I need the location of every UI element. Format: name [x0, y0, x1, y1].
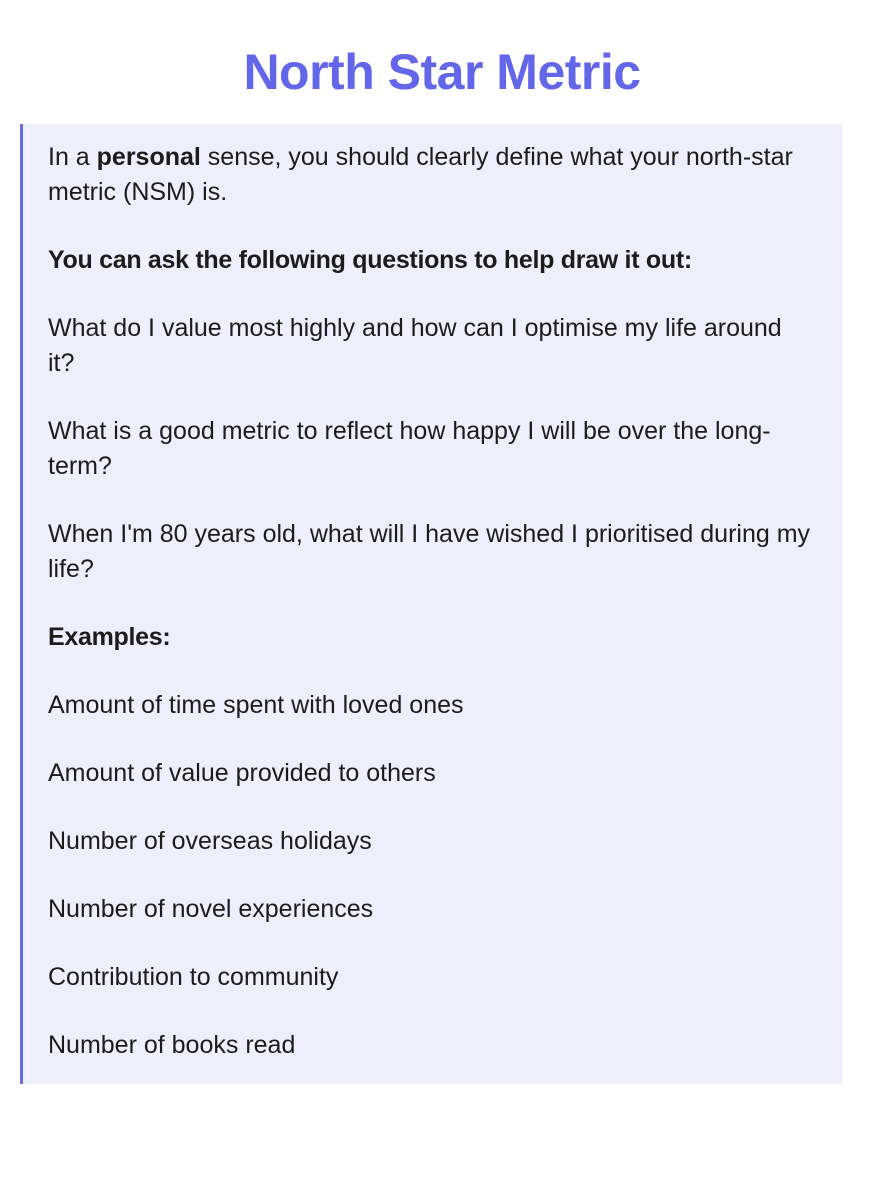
intro-paragraph	[48, 140, 814, 210]
question-item: When I'm 80 years old, what will I have wished I prioritised during my life?	[48, 520, 811, 583]
callout-box	[20, 124, 842, 1084]
questions-heading: You can ask the following questions to help draw it out:	[48, 246, 692, 274]
example-item: Amount of value provided to others	[48, 759, 436, 787]
example-item: Amount of time spent with loved ones	[48, 691, 464, 719]
intro-emphasis: personal	[96, 143, 201, 171]
intro-text-after: sense, you should clearly define what your north-star metric (NSM) is.	[48, 143, 793, 206]
example-item: Number of overseas holidays	[48, 827, 372, 855]
question-item: What is a good metric to reflect how happy I will be over the long-term?	[48, 417, 771, 480]
intro-text-before: In a	[48, 143, 97, 171]
example-item: Contribution to community	[48, 963, 339, 991]
examples-heading: Examples:	[48, 623, 171, 651]
page-title: North Star Metric	[243, 44, 641, 100]
example-item: Number of novel experiences	[48, 895, 374, 923]
example-item: Number of books read	[48, 1031, 296, 1059]
question-item: What do I value most highly and how can I optimise my life around it?	[48, 314, 782, 377]
